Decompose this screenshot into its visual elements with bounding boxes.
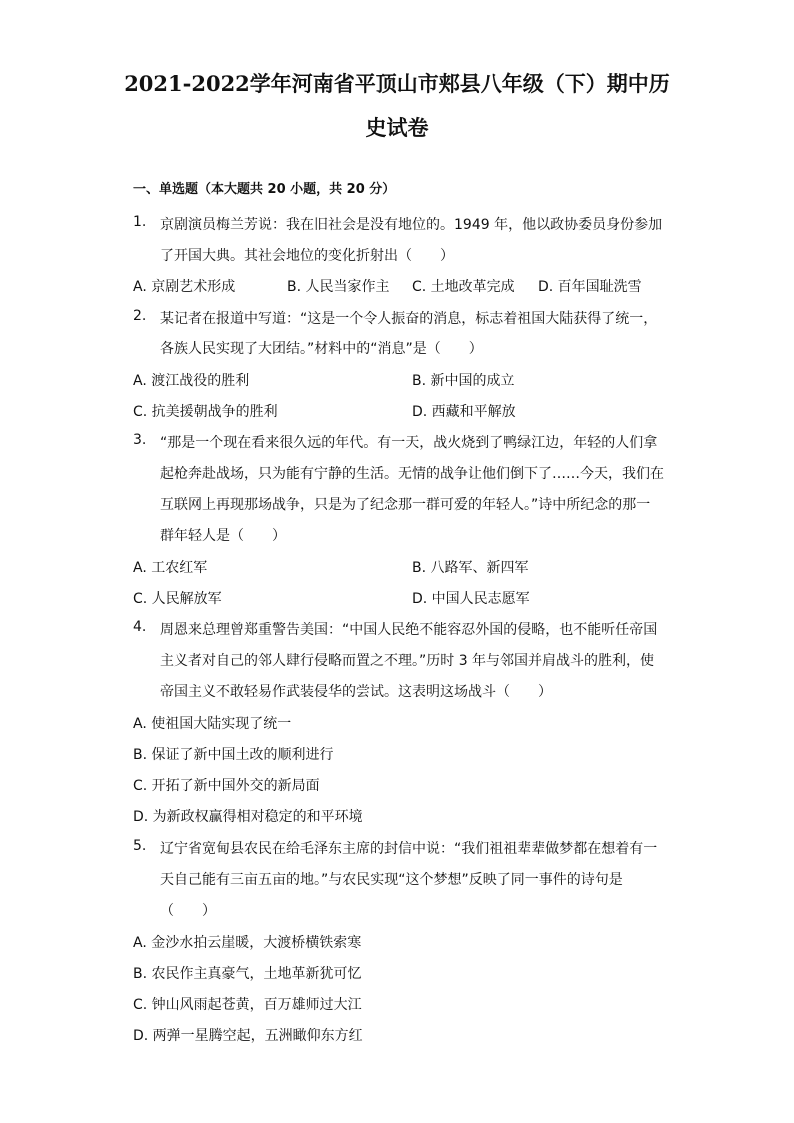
question-text-line: 起枪奔赴战场，只为能有宁静的生活。无情的战争让他们倒下了……今天，我们在 [160,466,664,482]
q2-option-a: A. 渡江战役的胜利 [133,373,250,389]
q2-option-c: C. 抗美援朝战争的胜利 [133,404,278,420]
question-text-line: 某记者在报道中写道：“这是一个令人振奋的消息，标志着祖国大陆获得了统一， [160,311,658,327]
q5-option-d: D. 两弹一星腾空起，五洲瞰仰东方红 [133,1028,363,1044]
question-text-line: 辽宁省宽甸县农民在给毛泽东主席的封信中说：“我们祖祖辈辈做梦都在想着有一 [160,841,658,857]
question-number: 3. [133,432,147,448]
question-text-line: 了开国大典。其社会地位的变化折射出（ ） [160,248,454,264]
q5-option-a: A. 金沙水拍云崖暖，大渡桥横铁索寒 [133,935,362,951]
q4-option-a: A. 使祖国大陆实现了统一 [133,716,292,732]
q1-option-c: C. 土地改革完成 [412,279,515,295]
q3-option-a: A. 工农红军 [133,560,208,576]
page-title-line-2: 史试卷 [365,115,429,140]
q3-option-d: D. 中国人民志愿军 [412,591,530,607]
question-text-line: 各族人民实现了大团结。”材料中的“消息”是（ ） [160,341,483,357]
question-text-line: 京剧演员梅兰芳说：我在旧社会是没有地位的。1949 年，他以政协委员身份参加 [160,217,663,233]
question-text-line: 主义者对自己的邻人肆行侵略而置之不理。”历时 3 年与邻国并肩战斗的胜利，使 [160,653,655,669]
question-number: 2. [133,308,147,324]
question-text-line: （ ） [160,903,216,919]
q1-option-b: B. 人民当家作主 [287,279,390,295]
question-text-line: 帝国主义不敢轻易作武装侵华的尝试。这表明这场战斗（ ） [160,684,552,700]
question-text-line: 群年轻人是（ ） [160,528,286,544]
question-number: 5. [133,838,147,854]
q3-option-b: B. 八路军、新四军 [412,560,529,576]
question-text-line: 互联网上再现那场战争，只是为了纪念那一群可爱的年轻人。”诗中所纪念的那一 [160,497,651,513]
q5-option-c: C. 钟山风雨起苍黄，百万雄师过大江 [133,997,362,1013]
section-heading: 一、单选题（本大题共 20 小题，共 20 分） [133,182,396,197]
q4-option-b: B. 保证了新中国土改的顺利进行 [133,747,334,763]
question-text-line: 天自己能有三亩五亩的地。”与农民实现“这个梦想”反映了同一事件的诗句是 [160,872,623,888]
q1-option-a: A. 京剧艺术形成 [133,279,236,295]
q5-option-b: B. 农民作主真豪气，土地革新犹可忆 [133,966,362,982]
question-text-line: 周恩来总理曾郑重警告美国：“中国人民绝不能容忍外国的侵略，也不能听任帝国 [160,622,658,638]
q4-option-c: C. 开拓了新中国外交的新局面 [133,778,320,794]
q3-option-c: C. 人民解放军 [133,591,222,607]
q4-option-d: D. 为新政权赢得相对稳定的和平环境 [133,809,363,825]
question-text-line: “那是一个现在看来很久远的年代。有一天，战火烧到了鸭绿江边，年轻的人们拿 [160,435,658,451]
question-number: 1. [133,214,147,230]
page-title-line-1: 2021-2022学年河南省平顶山市郏县八年级（下）期中历 [124,71,670,96]
question-number: 4. [133,619,147,635]
q1-option-d: D. 百年国耻洗雪 [538,279,642,295]
q2-option-d: D. 西藏和平解放 [412,404,516,420]
q2-option-b: B. 新中国的成立 [412,373,515,389]
